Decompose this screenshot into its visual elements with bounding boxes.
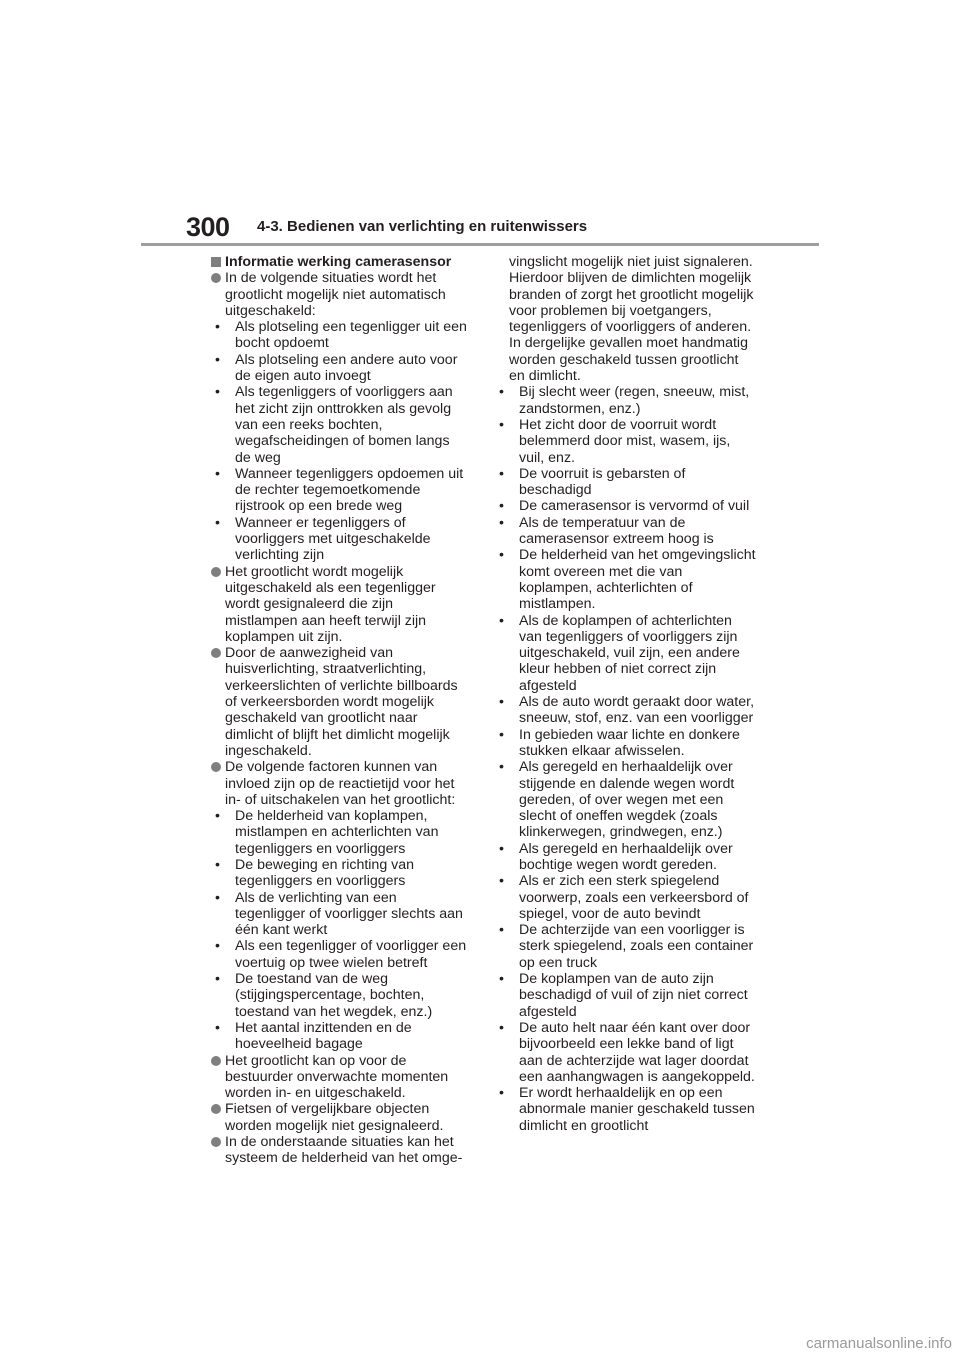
section-heading xyxy=(211,254,469,270)
list-item xyxy=(495,384,757,417)
list-item xyxy=(211,319,469,352)
list-item xyxy=(211,352,469,385)
list-item xyxy=(495,841,757,874)
bullet-dot-icon: • xyxy=(499,498,504,515)
bullet-point xyxy=(211,759,469,808)
bullet-dot-icon: • xyxy=(215,514,220,531)
bullet-point xyxy=(211,564,469,645)
circle-bullet-icon xyxy=(211,762,221,772)
bullet-dot-icon: • xyxy=(215,808,220,825)
list-item-text: Bij slecht weer (regen, sneeuw, mist, zandstormen, enz.) xyxy=(519,384,750,417)
bullet-point xyxy=(211,1101,469,1134)
circle-bullet-icon xyxy=(211,567,221,577)
list-item xyxy=(495,759,757,840)
bullet-dot-icon: • xyxy=(215,856,220,873)
list-item-text: Als geregeld en herhaaldelijk over stijgende en dalende wegen wordt gereden, of over wegen met een slecht of oneffen wegdek (zoals klinkerwegen, grindwegen, enz.) xyxy=(519,759,735,841)
bullet-point xyxy=(211,1134,469,1167)
list-item xyxy=(495,922,757,971)
bullet-dot-icon: • xyxy=(215,889,220,906)
page-number: 300 xyxy=(186,212,230,242)
list-item-text: De toestand van de weg (stijgingspercentage, bochten, toestand van het wegdek, enz.) xyxy=(235,971,433,1020)
bullet-dot-icon: • xyxy=(499,971,504,988)
bullet-dot-icon: • xyxy=(499,416,504,433)
list-item-text: De achterzijde van een voorligger is sterk spiegelend, zoals een container op een truck xyxy=(519,922,754,971)
list-item xyxy=(211,515,469,564)
list-item xyxy=(495,466,757,499)
watermark: carmanualsonline.info xyxy=(806,1335,952,1352)
section-heading-text: Informatie werking camerasensor xyxy=(225,254,452,270)
list-item-text: Als plotseling een tegenligger uit een bocht opdoemt xyxy=(235,319,467,352)
bullet-dot-icon: • xyxy=(499,726,504,743)
bullet-dot-icon: • xyxy=(499,612,504,629)
list-item-text: Als de auto wordt geraakt door water, sneeuw, stof, enz. van een voorligger xyxy=(519,694,755,727)
bullet-text: Door de aanwezigheid van huisverlichting, straatverlichting, verkeerslichten of verlichte billboards of verkeersborden wordt mogelijk geschakeld van grootlicht naar dimlicht of blijft het dimlicht mogelijk ingeschakeld. xyxy=(225,645,458,759)
list-item xyxy=(495,417,757,466)
list-item xyxy=(495,613,757,694)
list-item-text: Wanneer er tegenliggers of voorliggers met uitgeschakelde verlichting zijn xyxy=(235,514,431,564)
circle-bullet-icon xyxy=(211,1056,221,1066)
bullet-dot-icon: • xyxy=(215,351,220,368)
list-item xyxy=(495,547,757,612)
list-item-text: De helderheid van het omgevingslicht komt overeen met die van koplampen, achterlichten of mistlampen. xyxy=(519,547,756,613)
bullet-dot-icon: • xyxy=(215,1019,220,1036)
list-item xyxy=(495,498,757,514)
bullet-dot-icon: • xyxy=(215,938,220,955)
list-item-text: De auto helt naar één kant over door bijvoorbeeld een lekke band of ligt aan de achterzijde wat lager doordat een aanhangwagen is aangekoppeld. xyxy=(519,1019,755,1085)
list-item-text: Als de koplampen of achterlichten van tegenliggers of voorliggers zijn uitgeschakeld, vuil zijn, een andere kleur hebben of niet correct zijn afgesteld xyxy=(519,612,740,694)
list-item-text: De beweging en richting van tegenliggers en voorliggers xyxy=(235,856,415,890)
list-item-text: Als tegenliggers of voorliggers aan het zicht zijn onttrokken als gevolg van een reeks bochten, wegafscheidingen of bomen langs de weg xyxy=(235,384,453,466)
list-item-text: In gebieden waar lichte en donkere stukken elkaar afwisselen. xyxy=(519,726,740,759)
bullet-dot-icon: • xyxy=(499,694,504,711)
list-item xyxy=(211,808,469,857)
list-item xyxy=(211,384,469,465)
list-item xyxy=(495,1085,757,1134)
bullet-dot-icon: • xyxy=(215,465,220,482)
chapter-title: 4-3. Bedienen van verlichting en ruitenwissers xyxy=(257,218,588,235)
bullet-dot-icon: • xyxy=(499,873,504,890)
bullet-dot-icon: • xyxy=(215,971,220,988)
header-divider xyxy=(141,243,819,246)
circle-bullet-icon xyxy=(211,1137,221,1147)
bullet-dot-icon: • xyxy=(499,384,504,401)
bullet-dot-icon: • xyxy=(215,319,220,336)
page-header xyxy=(0,0,960,250)
bullet-point xyxy=(211,270,469,319)
list-item xyxy=(211,466,469,515)
list-item-text: De koplampen van de auto zijn beschadigd of vuil of zijn niet correct afgesteld xyxy=(519,971,748,1020)
list-item-text: Als er zich een sterk spiegelend voorwerp, zoals een verkeersbord of spiegel, voor de auto bevindt xyxy=(519,873,749,922)
right-column xyxy=(495,254,757,1134)
square-bullet-icon xyxy=(211,257,221,267)
list-item xyxy=(495,1020,757,1085)
bullet-dot-icon: • xyxy=(499,514,504,531)
list-item xyxy=(495,971,757,1020)
list-item xyxy=(495,727,757,760)
bullet-text: In de volgende situaties wordt het grootlicht mogelijk niet automatisch uitgeschakeld: xyxy=(225,270,446,319)
bullet-dot-icon: • xyxy=(499,547,504,564)
bullet-dot-icon: • xyxy=(499,840,504,857)
list-item-text: Als de verlichting van een tegenligger of voorligger slechts aan één kant werkt xyxy=(235,889,463,939)
list-item-text: Als de temperatuur van de camerasensor extreem hoog is xyxy=(519,514,714,548)
bullet-dot-icon: • xyxy=(499,759,504,776)
bullet-dot-icon: • xyxy=(499,1085,504,1102)
list-item xyxy=(211,890,469,939)
list-item-text: De voorruit is gebarsten of beschadigd xyxy=(519,465,686,499)
circle-bullet-icon xyxy=(211,273,221,283)
bullet-dot-icon: • xyxy=(215,384,220,401)
bullet-text: Het grootlicht wordt mogelijk uitgeschakeld als een tegenligger wordt gesignaleerd die zijn mistlampen aan heeft terwijl zijn koplampen uit zijn. xyxy=(225,563,436,645)
circle-bullet-icon xyxy=(211,1104,221,1114)
list-item xyxy=(211,857,469,890)
list-item xyxy=(211,938,469,971)
bullet-point xyxy=(211,1053,469,1102)
list-item-text: Als plotseling een andere auto voor de eigen auto invoegt xyxy=(235,351,458,385)
list-item-text: Als geregeld en herhaaldelijk over bochtige wegen wordt gereden. xyxy=(519,840,733,873)
list-item-text: Als een tegenligger of voorligger een voertuig op twee wielen betreft xyxy=(235,938,467,971)
list-item xyxy=(211,971,469,1020)
bullet-text: Fietsen of vergelijkbare objecten worden mogelijk niet gesignaleerd. xyxy=(225,1101,444,1134)
list-item-text: De helderheid van koplampen, mistlampen en achterlichten van tegenliggers en voorliggers xyxy=(235,808,439,857)
bullet-dot-icon: • xyxy=(499,465,504,482)
list-item-text: Wanneer tegenliggers opdoemen uit de rechter tegemoetkomende rijstrook op een brede weg xyxy=(235,465,464,515)
list-item-text: De camerasensor is vervormd of vuil xyxy=(519,498,750,515)
list-item xyxy=(495,515,757,548)
list-item-text: Het zicht door de voorruit wordt belemmerd door mist, wasem, ijs, vuil, enz. xyxy=(519,416,731,466)
list-item xyxy=(211,1020,469,1053)
bullet-text: De volgende factoren kunnen van invloed zijn op de reactietijd voor het in- of uitschakelen van het grootlicht: xyxy=(225,759,456,808)
bullet-dot-icon: • xyxy=(499,922,504,939)
left-column xyxy=(211,254,469,1167)
bullet-text: Het grootlicht kan op voor de bestuurder onverwachte momenten worden in- en uitgeschakeld. xyxy=(225,1052,449,1102)
list-item-text: Er wordt herhaaldelijk en op een abnormale manier geschakeld tussen dimlicht en grootlicht xyxy=(519,1085,755,1134)
list-item xyxy=(495,694,757,727)
list-item-text: Het aantal inzittenden en de hoeveelheid bagage xyxy=(235,1019,412,1053)
circle-bullet-icon xyxy=(211,648,221,658)
bullet-point xyxy=(211,645,469,759)
bullet-text: In de onderstaande situaties kan het systeem de helderheid van het omge- xyxy=(225,1134,463,1167)
continued-paragraph: vingslicht mogelijk niet juist signaleren. Hierdoor blijven de dimlichten mogelijk branden of zorgt het grootlicht mogelijk voor problemen bij voetgangers, tegenliggers of voorliggers of anderen. In dergelijke gevallen moet handmatig worden geschakeld tussen grootlicht en dimlicht. xyxy=(509,254,754,385)
bullet-dot-icon: • xyxy=(499,1019,504,1036)
list-item xyxy=(495,873,757,922)
